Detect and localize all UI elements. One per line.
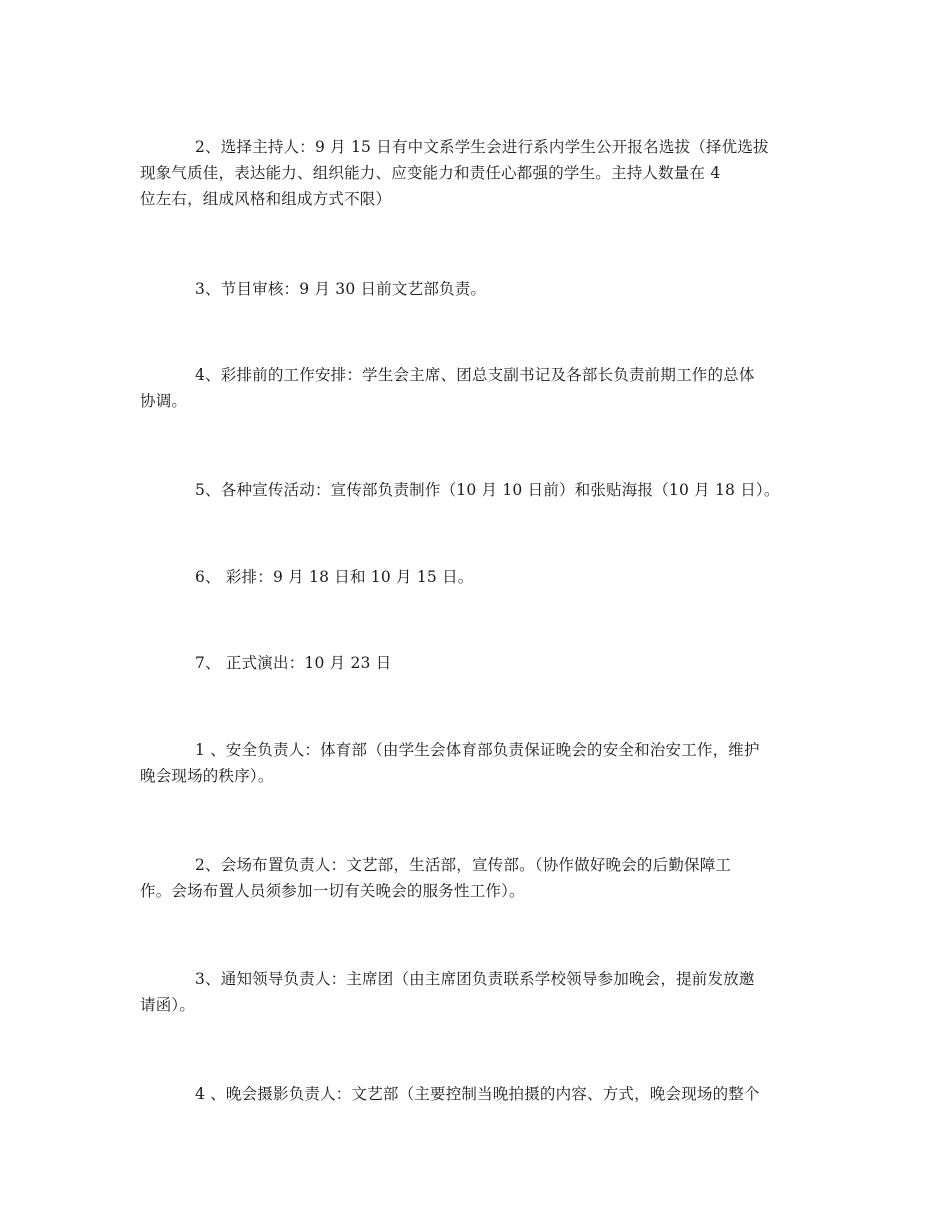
text-line: 5、各种宣传活动：宣传部负责制作（10 月 10 日前）和张贴海报（10 月 18 日）。 <box>195 481 780 499</box>
text-line: 4 、晚会摄影负责人：文艺部（主要控制当晚拍摄的内容、方式，晚会现场的整个 <box>195 1085 760 1103</box>
paragraph-performance <box>140 650 808 676</box>
paragraph-notify-leaders <box>140 966 808 1018</box>
paragraph-program-review <box>140 276 808 302</box>
text-line: 4、彩排前的工作安排：学生会主席、团总支副书记及各部长负责前期工作的总体 <box>195 366 755 384</box>
text-line: 2、选择主持人：9 月 15 日有中文系学生会进行系内学生公开报名选拔（择优选拔 <box>195 138 769 156</box>
text-line: 6、 彩排：9 月 18 日和 10 月 15 日。 <box>195 568 474 586</box>
paragraph-pre-rehearsal <box>140 362 808 414</box>
text-line: 3、通知领导负责人：主席团（由主席团负责联系学校领导参加晚会，提前发放邀 <box>195 970 755 988</box>
text-line: 作。会场布置人员须参加一切有关晚会的服务性工作）。 <box>140 882 525 900</box>
paragraph-venue-setup <box>140 852 808 904</box>
paragraph-photography <box>140 1081 808 1107</box>
text-line: 协调。 <box>140 392 188 410</box>
text-line: 2、会场布置负责人：文艺部，生活部，宣传部。（协作做好晚会的后勤保障工 <box>195 856 732 874</box>
paragraph-host-selection <box>140 134 808 212</box>
paragraph-safety <box>140 737 808 789</box>
text-line: 位左右，组成风格和组成方式不限） <box>140 190 392 208</box>
text-line: 7、 正式演出：10 月 23 日 <box>195 654 392 672</box>
text-line: 3、节目审核：9 月 30 日前文艺部负责。 <box>195 280 487 298</box>
paragraph-promotion <box>140 477 808 503</box>
text-line: 1 、安全负责人：体育部（由学生会体育部负责保证晚会的安全和治安工作，维护 <box>195 741 760 759</box>
text-line: 请函）。 <box>140 996 196 1014</box>
text-line: 现象气质佳，表达能力、组织能力、应变能力和责任心都强的学生。主持人数量在 4 <box>140 164 721 182</box>
text-line: 晚会现场的秩序）。 <box>140 767 274 785</box>
paragraph-rehearsal <box>140 564 808 590</box>
